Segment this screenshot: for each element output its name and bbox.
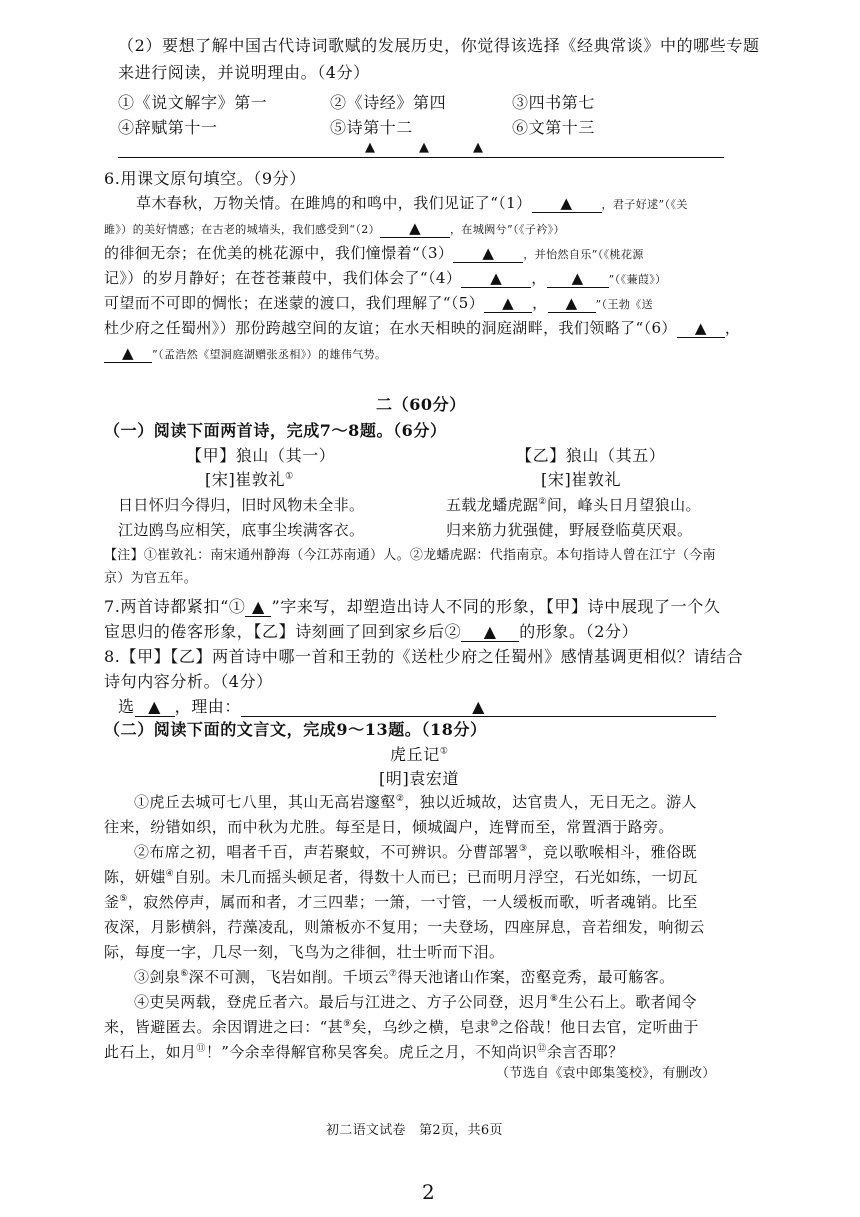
q6-blank-5a[interactable]: ▲ (484, 295, 532, 313)
q6-line2: 雎》）的美好情感；在古老的城墙头，我们感受到“（2） ▲ ，在城阙兮”（《子衿》） (104, 219, 565, 237)
part1-heading: （一）阅读下面两首诗，完成7～8题。（6分） (104, 421, 447, 440)
poem-b-line1: 五载龙蟠虎踞②间，峰头日月望狼山。 (446, 496, 701, 514)
q6-line7: ▲ ”（孟浩然《望洞庭湖赠张丞相》）的雄伟气势。 (104, 344, 386, 363)
section-2-title: 二（60分） (376, 395, 466, 414)
passage-p4-line2: 来，皆避匿去。余因谓进之曰：“甚⑨矣，乌纱之横，皂隶⑩之俗哉！他日去官，定听曲于 (104, 1018, 699, 1036)
q6-line6: 杜少府之任蜀州》）那份跨越空间的友谊；在水天相映的洞庭湖畔，我们领略了“（6） ▲ ， (104, 319, 741, 337)
passage-p2-line1: ②布席之初，唱者千百，声若聚蚊，不可辨识。分曹部署③，竞以歌喉相斗，雅俗既 (134, 843, 697, 861)
poem-b-author: [宋]崔敦礼 (541, 470, 622, 489)
q7-blank-1[interactable]: ▲ (245, 598, 271, 617)
q5-answer-line (118, 157, 724, 158)
q6-blank-4a[interactable]: ▲ (461, 270, 531, 288)
passage-p4-line1: ④吏吴两载，登虎丘者六。最后与江进之、方子公同登，迟月⑧生公石上。歌者闻令 (134, 993, 697, 1011)
q5-line1: （2）要想了解中国古代诗词歌赋的发展历史，你觉得该选择《经典常谈》中的哪些专题 (118, 36, 760, 55)
q5-option-3: ③四书第七 (512, 93, 596, 112)
passage-p1-line2: 往来，纷错如织，而中秋为尤胜。每至是日，倾城阖户，连臂而至，常置酒于路旁。 (104, 818, 674, 836)
q5-line2: 来进行阅读，并说明理由。（4分） (118, 63, 370, 82)
q5-option-6: ⑥文第十三 (512, 118, 596, 137)
q7-blank-2[interactable]: ▲ (461, 623, 519, 642)
passage-p2-line2: 陈，妍媸④自别。未几而摇头顿足者，得数十人而已；已而明月浮空，石光如练，一切瓦 (104, 868, 698, 886)
q8-line1: 8.【甲】【乙】两首诗中哪一首和王勃的《送杜少府之任蜀州》感情基调更相似？请结合 (104, 647, 744, 666)
q6-blank-3[interactable]: ▲ (453, 245, 523, 263)
q6-line3: 的徘徊无奈；在优美的桃花源中，我们憧憬着“（3） ▲ ，并怡然自乐”（《桃花源 (104, 244, 644, 262)
passage-p4-line3: 此石上，如月⑪！”今余幸得解官称吴客矣。虎丘之月，不知尚识⑫余言否耶？ (104, 1043, 624, 1061)
q8-answer-line: 选 ▲ ，理由： ▲ (118, 697, 716, 717)
passage-p1-line1: ①虎丘去城可七八里，其山无高岩邃壑②，独以近城故，达官贵人，无日无之。游人 (134, 793, 697, 811)
passage-source: （节选自《袁中郎集笺校》，有删改） (496, 1066, 716, 1081)
part2-author: [明]袁宏道 (379, 769, 460, 788)
q5-option-1: ①《说文解字》第一 (118, 93, 268, 112)
poem-b-line2: 归来筋力犹强健，野屐登临莫厌艰。 (446, 521, 693, 539)
q6-heading: 6.用课文原句填空。（9分） (104, 169, 306, 188)
q6-line5: 可望而不可即的惆怅；在迷蒙的渡口，我们理解了“（5） ▲ ， ▲ ”（王勃《送 (104, 294, 654, 312)
poem-a-author: [宋]崔敦礼① (205, 470, 294, 489)
q8-reason-blank[interactable]: ▲ (241, 698, 716, 717)
poem-a-line1: 日日怀归今得归，旧时风物未全非。 (118, 496, 365, 514)
page-number: 2 (422, 1180, 435, 1204)
passage-p3-line1: ③剑泉⑥深不可测，飞岩如削。千顷云⑦得天池诸山作案，峦壑竞秀，最可觞客。 (134, 968, 675, 986)
q6-blank-2[interactable]: ▲ (380, 220, 450, 238)
part2-heading: （二）阅读下面的文言文，完成9～13题。（18分） (104, 720, 487, 739)
q5-option-2: ②《诗经》第四 (330, 93, 447, 112)
passage-p2-line4: 夜深，月影横斜，荇藻凌乱，则箫板亦不复用；一夫登场，四座屏息，音若细发，响彻云 (104, 918, 705, 936)
q6-blank-5b[interactable]: ▲ (548, 295, 596, 313)
notes-line2: 京）为官五年。 (104, 571, 198, 586)
q6-blank-6b[interactable]: ▲ (104, 345, 152, 363)
q5-answer-marks: ▲ ▲ ▲ (365, 140, 489, 155)
q6-line1: 草木春秋，万物关情。在雎鸠的和鸣中，我们见证了“（1） ▲ ，君子好逑”（《关 (136, 194, 688, 212)
passage-p2-line3: 釜⑤，寂然停声，属而和者，才三四辈；一箫，一寸管，一人缓板而歌，听者魂销。比至 (104, 893, 698, 911)
q6-blank-1[interactable]: ▲ (532, 195, 602, 213)
poem-a-line2: 江边鸥鸟应相笑，底事尘埃满客衣。 (118, 521, 365, 539)
q6-line4: 记》）的岁月静好；在苍苍蒹葭中，我们体会了“（4） ▲ ， ▲ ”（《蒹葭》） (104, 269, 667, 287)
q7-line2: 宦思归的倦客形象，【乙】诗刻画了回到家乡后② ▲ 的形象。（2分） (104, 622, 639, 641)
q5-option-4: ④辞赋第十一 (118, 118, 218, 137)
q5-option-5: ⑤诗第十二 (330, 118, 414, 137)
passage-p2-line5: 际，每度一字，几尽一刻，飞鸟为之徘徊，壮士听而下泪。 (104, 943, 505, 961)
footer-text: 初二语文试卷 第2页，共6页 (326, 1123, 503, 1138)
q6-blank-4b[interactable]: ▲ (547, 270, 609, 288)
q8-select-blank[interactable]: ▲ (135, 698, 175, 717)
notes-line1: 【注】①崔敦礼：南宋通州静海（今江苏南通）人。②龙蟠虎踞：代指南京。本句指诗人曾在江宁（今南 (104, 548, 716, 563)
q6-blank-6a[interactable]: ▲ (677, 320, 725, 338)
q8-line2: 诗句内容分析。（4分） (104, 672, 273, 691)
q7-line1: 7.两首诗都紧扣“① ▲ ”字来写，却塑造出诗人不同的形象，【甲】诗中展现了一个久 (104, 597, 721, 616)
part2-title: 虎丘记① (390, 745, 449, 764)
poem-a-title: 【甲】狼山（其一） (186, 446, 336, 465)
poem-b-title: 【乙】狼山（其五） (516, 446, 666, 465)
